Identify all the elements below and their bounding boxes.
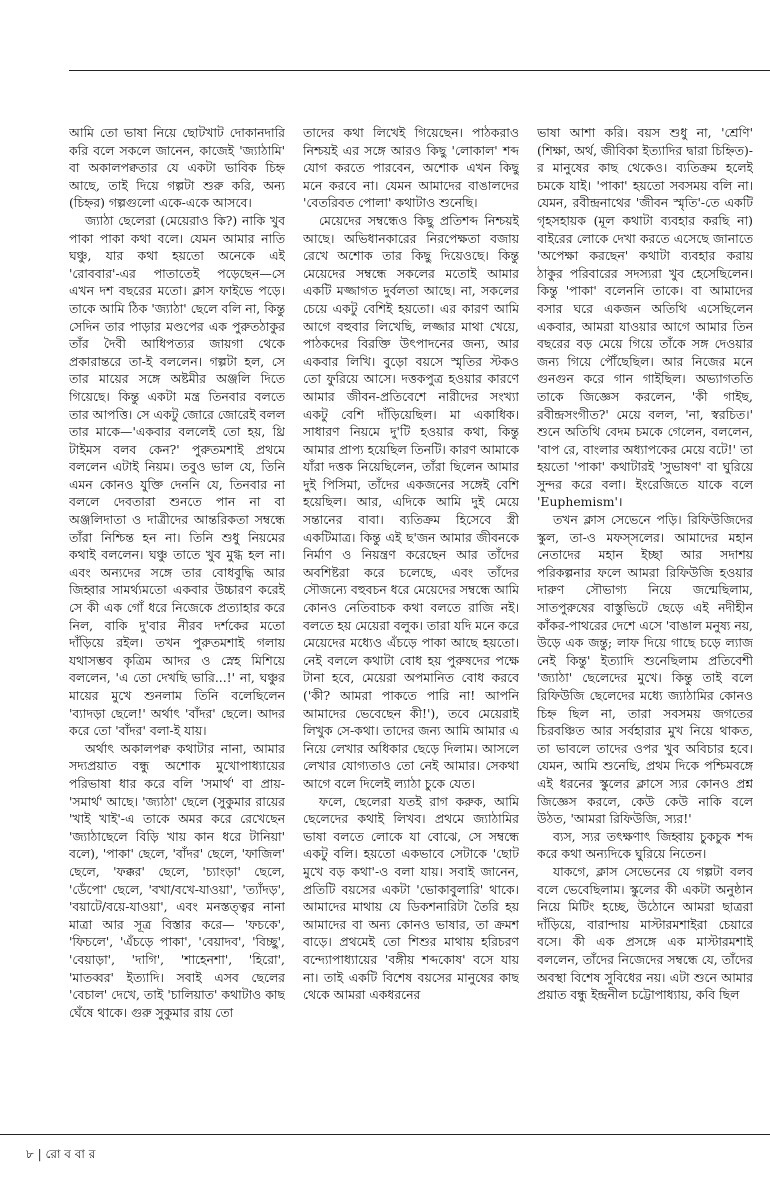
column-1 [69,124,285,1124]
magazine-name: রো ব বা র [45,1147,96,1161]
header-rule [69,70,770,71]
column-2 [303,124,519,1124]
footer-rule [0,1134,770,1135]
paragraph: তখন ক্লাস সেভেনে পড়ি। রিফিউজিদের স্কুল, তা-ও মফস্সলের। আমাদের মহান নেতাদের মহান ইচ্ছা আর সদাশয় পরিকল্পনার ফলে আমরা রিফিউজি হওয়ার দারুণ সৌভাগ্য নিয়ে জন্মেছিলাম, সাতপুরুষের বাস্তুভিটে ছেড়ে এই নদীহীন কাঁকর-পাথরের দেশে এসে 'বাঙাল মনুষ্য নয়, উড়ে এক জন্তু; লাফ দিয়ে গাছে চড়ে ল্যাজ নেই কিন্তু' ইত্যাদি শুনেছিলাম প্রতিবেশী 'জ্যাঠা' ছেলেদের মুখে। কিন্তু তাই বলে রিফিউজি ছেলেদের মধ্যে জ্যাঠামির কোনও চিহ্ন ছিল না, তারা সবসময় জগতের চিরবঞ্চিত আর সর্বহারার মুখ নিয়ে থাকত, তা ভাবলে তাদের ওপর খুব অবিচার হবে। যেমন, আমি শুনেছি, প্রথম দিকে পশ্চিমবঙ্গে এই ধরনের স্কুলের ক্লাসে স্যর কোনও প্রশ্ন জিজ্ঞেস করলে, কেউ কেউ নাকি বলে উঠত, 'আমরা রিফিউজি, স্যর!' [537,512,753,827]
paragraph: ব্যস, স্যর তৎক্ষণাৎ জিহ্বায় চুকচুক শব্দ করে কথা অন্যদিকে ঘুরিয়ে নিতেন। [537,828,753,862]
paragraph: ফলে, ছেলেরা যতই রাগ করুক, আমি ছেলেদের কথাই লিখব। প্রথমে জ্যাঠামির ভাষা বলতে লোকে যা বোঝে, সে সম্বন্ধে একটু বলি। হয়তো একভাবে সেটাকে 'ছোট মুখে বড় কথা'-ও বলা যায়। সবাই জানেন, প্রতিটি বয়সের একটা 'ভোকাবুলারি' থাকে। আমাদের মাথায় যে ডিকশনারিটা তৈরি হয় আমাদের বা অন্য কোনও ভাষার, তা ক্রমশ বাড়ে। প্রথমেই তো শিশুর মাথায় হরিচরণ বন্দ্যোপাধ্যায়ের 'বঙ্গীয় শব্দকোষ' বসে যায় না। তাই একটি বিশেষ বয়সের মানুষের কাছ থেকে আমরা একধরনের [303,793,519,1003]
paragraph: ভাষা আশা করি। বয়স শুধু না, 'শ্রেণি' (শিক্ষা, অর্থ, জীবিকা ইত্যাদির দ্বারা চিহ্নিত)-র মানুষের কাছ থেকেও। ব্যতিক্রম হলেই চমকে যাই। 'পাকা' হয়তো সবসময় বলি না। যেমন, রবীন্দ্রনাথের 'জীবন স্মৃতি'-তে একটি গৃহসহায়ক (মূল কথাটা ব্যবহার করছি না) বাইরের লোকে দেখা করতে এসেছে জানাতে 'অপেক্ষা করছেন' কথাটা ব্যবহার করায় ঠাকুর পরিবারের সদস্যরা খুব হেসেছিলেন। কিন্তু 'পাকা' বলেননি তাকে। বা আমাদের বসার ঘরে একজন অতিথি এসেছিলেন একবার, আমরা যাওয়ার আগে আমার তিন বছরের বড় মেয়ে গিয়ে তাঁকে সঙ্গ দেওয়ার জন্য গিয়ে পৌঁছেছিল। আর নিজের মনে গুনগুন করে গান গাইছিল। অভ্যাগততি তাকে জিজ্ঞেস করলেন, 'কী গাইছ, রবীন্দ্রসংগীত?' মেয়ে বলল, 'না, স্বরচিত।' শুনে অতিথি বেদম চমকে গেলেন, বললেন, 'বাপ রে, বাংলার অধ্যাপকের মেয়ে বটে!' তা হয়তো 'পাকা' কথাটারই 'সুভাষণ' বা ঘুরিয়ে সুন্দর করে বলা। ইংরেজিতে যাকে বলে 'Euphemism'। [537,125,753,510]
column-3 [537,124,753,1124]
article-body [69,124,753,1124]
footer-separator: | [37,1147,42,1161]
paragraph: জ্যাঠা ছেলেরা (মেয়েরাও কি?) নাকি খুব পাকা পাকা কথা বলে। যেমন আমার নাতি ঘঞ্চু, যার কথা হয়তো অনেকে এই 'রোববার'-এর পাতাতেই পড়েছেন—সে এখন দশ বছরের মতো। ক্লাস ফাইভে পড়ে। তাকে আমি ঠিক 'জ্যাঠা' ছেলে বলি না, কিন্তু সেদিন তার পাড়ার মণ্ডপের এক পুরুতঠাকুর তাঁর দৈবী আধিপত্যর জায়গা থেকে প্রকারান্তরে তা-ই বললেন। গল্পটা হল, সে তার মায়ের সঙ্গে অষ্টমীর অঞ্জলি দিতে গিয়েছে। কিন্তু একটা মন্ত্র তিনবার বলতে তার আপত্তি। সে একটু জোরে জোরেই বলল তার মাকে—'একবার বললেই তো হয়, থ্রি টাইমস বলব কেন?' পুরুতমশাই প্রথমে বললেন এটাই নিয়ম। তবুও ভাল যে, তিনি এমন কোনও যুক্তি দেননি যে, তিনবার না বললে দেবতারা শুনতে পান না বা অঞ্জলিদাতা ও দাত্রীদের আন্তরিকতা সম্বন্ধে তাঁরা নিশ্চিন্ত হন না। তিনি শুধু নিয়মের কথাই বললেন। ঘঞ্চু তাতে খুব মুগ্ধ হল না। এবং অন্যদের সঙ্গে তার বোধবুদ্ধি আর জিহ্বার সামর্থ্যমতো একবার উচ্চারণ করেই সে কী এক গোঁ ধরে নিজেকে প্রত্যাহার করে নিল, বাকি দু'বার নীরব দর্শকের মতো দাঁড়িয়ে রইল। তখন পুরুতমশাই গলায় যথাসম্ভব কৃত্রিম আদর ও স্নেহ মিশিয়ে বললেন, 'এ তো দেখছি ভারি...!' না, ঘঞ্চুর মায়ের মুখে শুনলাম তিনি বলেছিলেন 'ব্যাদড়া ছেলে!' অর্থাৎ 'বাঁদর' ছেলে। আদর করে তো 'বাঁদর' বলা-ই যায়। [69,212,285,739]
page-footer [26,1146,95,1162]
paragraph: মেয়েদের সম্বন্ধেও কিছু প্রতিশব্দ নিশ্চয়ই আছে। অভিধানকারের নিরপেক্ষতা বজায় রেখে অশোক তার কিছু দিয়েওছে। কিন্তু মেয়েদের সম্বন্ধে সকলের মতোই আমার একটি মজ্জাগত দুর্বলতা আছে। না, সকলের চেয়ে একটু বেশিই হয়তো। এর কারণ আমি আগে বহুবার লিখেছি, লজ্জার মাথা খেয়ে, পাঠকদের বিরক্তি উৎপাদনের জন্য, আর একবার লিখি। বুড়ো বয়সে স্মৃতির স্টকও তো ফুরিয়ে আসে। দত্তকপুত্র হওয়ার কারণে আমার জীবন-প্রতিবেশে নারীদের সংখ্যা একটু বেশি দাঁড়িয়েছিল। মা একাধিক। সাধারণ নিয়মে দু'টি হওয়ার কথা, কিন্তু আমার প্রাপ্য হয়েছিল তিনটি। কারণ আমাকে যাঁরা দত্তক নিয়েছিলেন, তাঁরা ছিলেন আমার দুই পিসিমা, তাঁদের একজনের সঙ্গেই বেশি হয়েছিল। আর, এদিকে আমি দুই মেয়ে সন্তানের বাবা। ব্যতিক্রম হিসেবে স্ত্রী একটিমাত্র। কিন্তু এই ছ'জন আমার জীবনকে নির্মাণ ও নিয়ন্ত্রণ করেছেন আর তাঁদের অবশিষ্টরা করে চলেছে, এবং তাঁদের সৌজন্যে বহুবচন ধরে মেয়েদের সম্বন্ধে আমি কোনও নেতিবাচক কথা বলতে রাজি নই। বলতে হয় মেয়েরা বলুক। তারা যদি মনে করে মেয়েদের মধ্যেও এঁচড়ে পাকা আছে হয়তো। নেই বললে কথাটা বোধ হয় পুরুষদের পক্ষে টানা হবে, মেয়েরা অপমানিত বোধ করবে ('কী? আমরা পাকতে পারি না! আপনি আমাদের ভেবেছেন কী!'), তবে মেয়েরাই লিখুক সে-কথা। তাদের জন্য আমি আমার এ নিয়ে লেখার অধিকার ছেড়ে দিলাম। আসলে লেখার যোগ্যতাও তো নেই আমার। সেকথা আগে বলে দিলেই ল্যাঠা চুকে যেত। [303,212,519,791]
paragraph: তাদের কথা লিখেই গিয়েছেন। পাঠকরাও নিশ্চয়ই এর সঙ্গে আরও কিছু 'লোকাল' শব্দ যোগ করতে পারবেন, অশোক এখন কিছু মনে করবে না। যেমন আমাদের বাঙালদের 'বেতরিবত পোলা' কথাটাও শুনেছি। [303,125,519,211]
paragraph: আমি তো ভাষা নিয়ে ছোটখাট দোকানদারি করি বলে সকলে জানেন, কাজেই 'জ্যাঠামি' বা অকালপক্বতার যে একটা ভাবিক চিহ্ন আছে, তাই দিয়ে গল্পটা শুরু করি, অন্য (চিহ্নর) গল্পগুলো একে-একে আসবে। [69,125,285,211]
paragraph: অর্থাৎ অকালপক্ব কথাটার নানা, আমার সদ্যপ্রয়াত বন্ধু অশোক মুখোপাধ্যায়ের পরিভাষা ধার করে বলি 'সমার্থ' বা প্রায়-'সমার্থ' আছে। 'জ্যাঠা' ছেলে (সুকুমার রায়ের 'খাই খাই'-এ তাকে অমর করে রেখেছেন 'জ্যাঠাছেলে বিড়ি খায় কান ধরে টানিয়া' বলে), 'পাকা' ছেলে, 'বাঁদর' ছেলে, 'ফাজিল' ছেলে, 'ফক্কর' ছেলে, 'চ্যাংড়া' ছেলে, 'ডেঁপো' ছেলে, 'বখা/বখে-যাওয়া', 'ত্যাঁদড়', 'বয়াটে/বয়ে-যাওয়া', এবং মনস্তত্ত্বর নানা মাত্রা আর সূত্র বিস্তার করে— 'ফচকে', 'ফিচলে', 'এঁচড়ে পাকা', 'বেয়াদব', 'বিচ্ছু', 'বেয়াড়া', 'দাগি', 'শাহেনশা', 'হিরো', 'মাতব্বর' ইত্যাদি। সবাই এসব ছেলের 'বেচাল' দেখে, তাই 'চালিয়াত' কথাটাও কাছ ঘেঁষে থাকে। গুরু সুকুমার রায় তো [69,740,285,1020]
paragraph: যাকগে, ক্লাস সেভেনের যে গল্পটা বলব বলে ভেবেছিলাম। স্কুলের কী একটা অনুষ্ঠান নিয়ে মিটিং হচ্ছে, উঠোনে আমরা ছাত্ররা দাঁড়িয়ে, বারান্দায় মাস্টারমশাইরা চেয়ারে বসে। কী এক প্রসঙ্গে এক মাস্টারমশাই বললেন, তাঁদের নিজেদের সম্বন্ধে যে, তাঁদের অবস্থা বিশেষ সুবিধের নয়। এটা শুনে আমার প্রয়াত বন্ধু ইন্দ্রনীল চট্টোপাধ্যায়, কবি ছিল [537,863,753,1003]
page-number: ৮ [26,1147,34,1161]
